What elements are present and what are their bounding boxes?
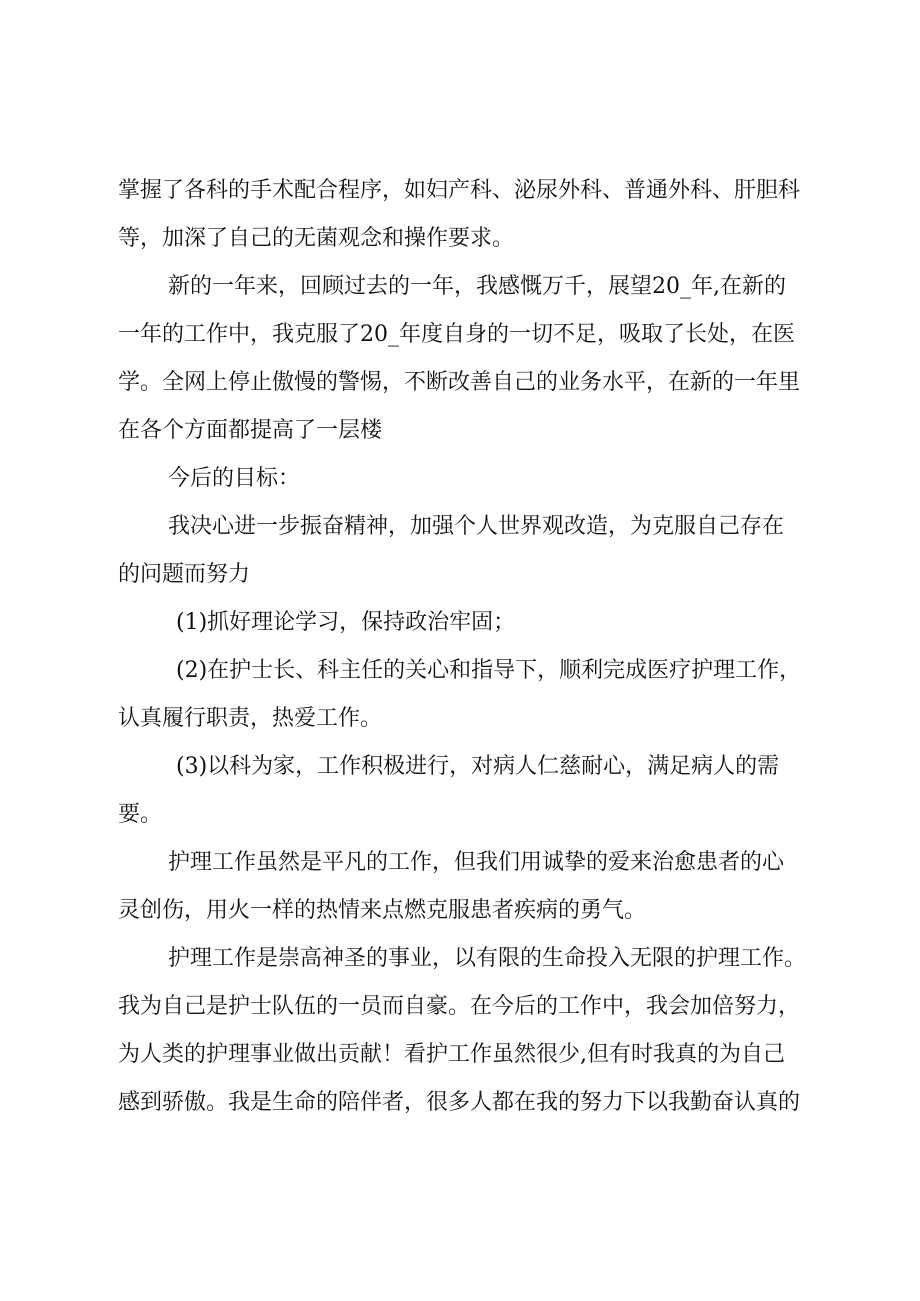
paragraph-start: 新的一年来，回顾过去的一年，我感慨万千，展望20_年,在新的 xyxy=(168,274,786,299)
list-item: (2)在护士长、科主任的关心和指导下，顺利完成医疗护理工作， xyxy=(176,658,802,683)
text-line: 一年的工作中，我克服了20_年度自身的一切不足，吸取了长处，在医 xyxy=(118,322,795,347)
text-line: 灵创伤，用火一样的热情来点燃克服患者疾病的勇气。 xyxy=(118,898,647,923)
paragraph-start: 护理工作虽然是平凡的工作，但我们用诚挚的爱来治愈患者的心 xyxy=(168,850,785,875)
text-line: 的问题而努力 xyxy=(118,562,251,587)
section-heading: 今后的目标： xyxy=(168,466,301,491)
text-line: 认真履行职责，热爱工作。 xyxy=(118,706,383,731)
text-line: 我为自己是护士队伍的一员而自豪。在今后的工作中，我会加倍努力， xyxy=(118,994,801,1019)
text-line: 为人类的护理事业做出贡献！看护工作虽然很少,但有时我真的为自己 xyxy=(118,1042,785,1067)
text-line: 要。 xyxy=(118,802,163,827)
text-line: 感到骄傲。我是生命的陪伴者，很多人都在我的努力下以我勤奋认真的 xyxy=(118,1090,801,1115)
text-line: 在各个方面都提高了一层楼 xyxy=(118,418,383,443)
paragraph-start: 我决心进一步振奋精神，加强个人世界观改造，为克服自己存在 xyxy=(168,514,785,539)
text-line: 掌握了各科的手术配合程序，如妇产科、泌尿外科、普通外科、肝胆科 xyxy=(118,178,801,203)
list-item: (3)以科为家，工作积极进行，对病人仁慈耐心，满足病人的需 xyxy=(176,754,780,779)
text-line: 学。全网上停止傲慢的警惕，不断改善自己的业务水平，在新的一年里 xyxy=(118,370,801,395)
paragraph-start: 护理工作是崇高神圣的事业，以有限的生命投入无限的护理工作。 xyxy=(168,946,807,971)
list-item: (1)抓好理论学习，保持政治牢固； xyxy=(176,610,516,635)
text-line: 等，加深了自己的无菌观念和操作要求。 xyxy=(118,226,515,251)
